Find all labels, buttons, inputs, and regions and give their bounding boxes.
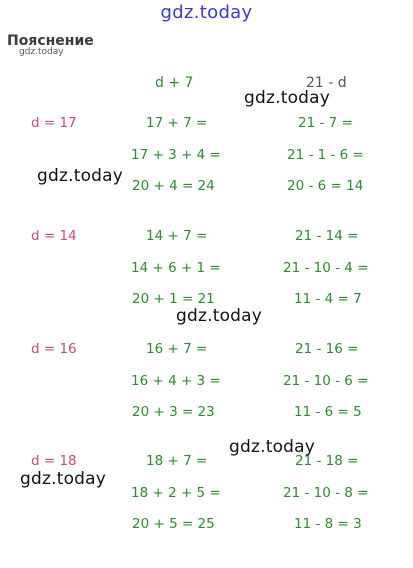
- right-expression: 11 - 8 = 3: [294, 516, 362, 532]
- right-expression: 21 - 10 - 8 =: [283, 485, 369, 501]
- section-subtitle: gdz.today: [19, 47, 64, 57]
- right-expression: 21 - 1 - 6 =: [287, 147, 364, 163]
- left-expression: 14 + 6 + 1 =: [131, 260, 221, 276]
- right-expression: 11 - 6 = 5: [294, 404, 362, 420]
- value-label: d = 18: [31, 453, 77, 469]
- right-expression: 21 - 10 - 4 =: [283, 260, 369, 276]
- left-expression: 14 + 7 =: [146, 228, 208, 244]
- column-header-right: 21 - d: [306, 75, 347, 91]
- watermark: gdz.today: [176, 306, 263, 326]
- right-expression: 21 - 14 =: [295, 228, 359, 244]
- watermark: gdz.today: [244, 88, 331, 108]
- left-expression: 20 + 5 = 25: [132, 516, 215, 532]
- left-expression: 20 + 4 = 24: [132, 178, 215, 194]
- column-header-left: d + 7: [155, 75, 194, 91]
- left-expression: 18 + 7 =: [146, 453, 208, 469]
- left-expression: 18 + 2 + 5 =: [131, 485, 221, 501]
- value-label: d = 16: [31, 341, 77, 357]
- left-expression: 20 + 1 = 21: [132, 291, 215, 307]
- right-expression: 11 - 4 = 7: [294, 291, 362, 307]
- right-expression: 21 - 7 =: [298, 115, 353, 131]
- left-expression: 17 + 7 =: [146, 115, 208, 131]
- section-title: Пояснение: [7, 33, 94, 49]
- left-expression: 16 + 4 + 3 =: [131, 373, 221, 389]
- right-expression: 20 - 6 = 14: [287, 178, 364, 194]
- value-label: d = 14: [31, 228, 77, 244]
- right-expression: 21 - 18 =: [295, 453, 359, 469]
- watermark: gdz.today: [20, 469, 107, 489]
- value-label: d = 17: [31, 115, 77, 131]
- right-expression: 21 - 16 =: [295, 341, 359, 357]
- left-expression: 16 + 7 =: [146, 341, 208, 357]
- watermark: gdz.today: [229, 437, 316, 457]
- left-expression: 17 + 3 + 4 =: [131, 147, 221, 163]
- site-watermark-header: gdz.today: [160, 2, 253, 23]
- watermark: gdz.today: [37, 166, 124, 186]
- right-expression: 21 - 10 - 6 =: [283, 373, 369, 389]
- left-expression: 20 + 3 = 23: [132, 404, 215, 420]
